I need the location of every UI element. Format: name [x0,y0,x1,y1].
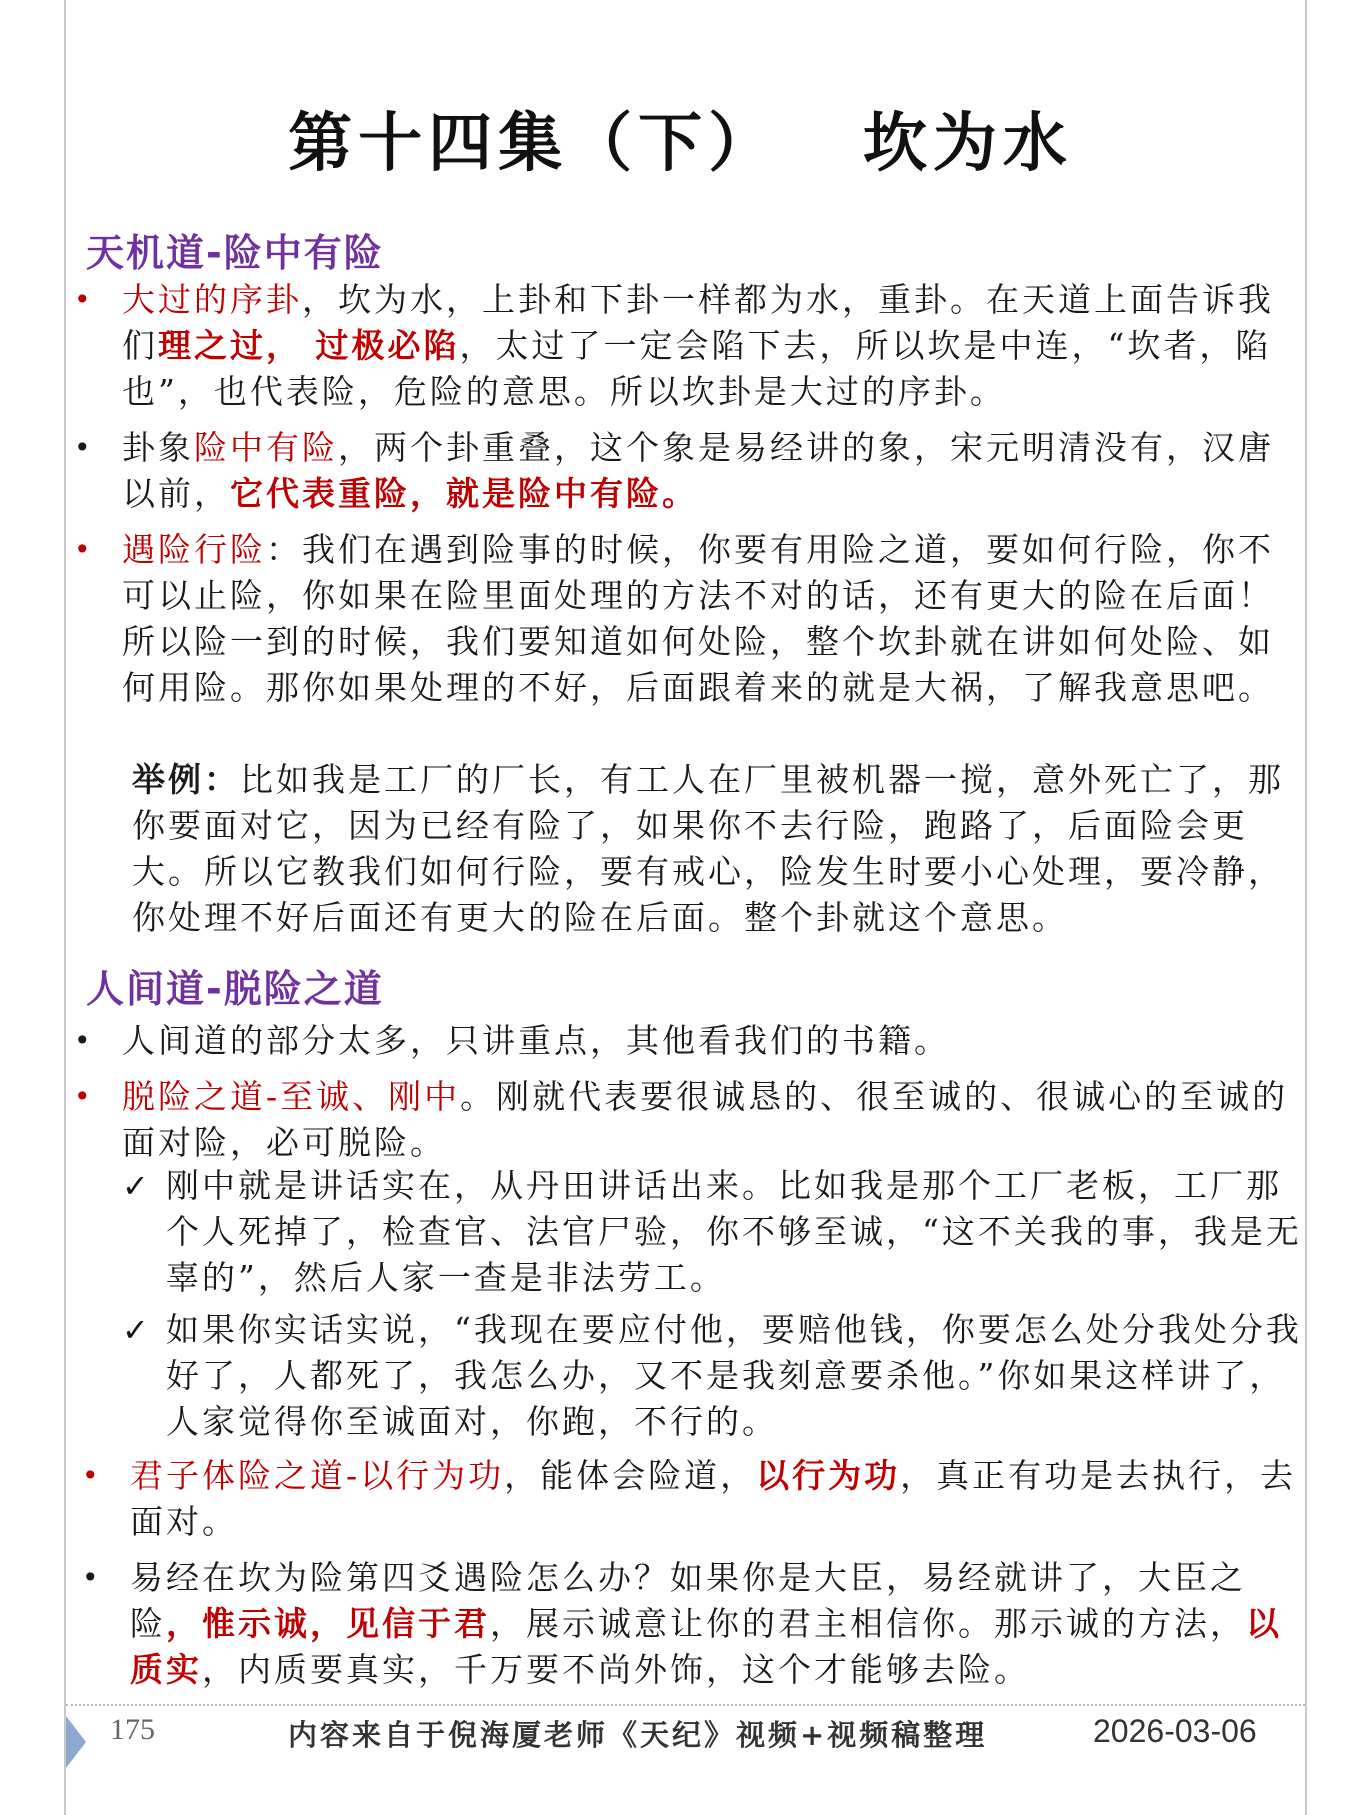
bullet-text: ，展示诚意让你的君主相信你。那示诚的方法， [490,1604,1246,1643]
bullet-text: 。刚就代表要很诚恳的、很至诚的、很诚心的至诚的面对险，必可脱险。 [122,1077,1289,1162]
bullet-keyword: 大过的序卦 [122,280,302,319]
bullet-keyword: 脱险之道-至诚、刚中 [122,1077,461,1116]
bullet-yuxian-xingxian [74,527,1304,711]
bullet-keyword-bold: 理之过， [158,326,302,365]
bullet-marker: • [74,1024,94,1057]
footer-date: 2026-03-06 [1093,1713,1257,1749]
bullet-marker: • [74,1080,94,1113]
bullet-renjiandao-intro [74,1018,1304,1064]
check-item-shihua-shishuo [122,1307,1302,1445]
bullet-text: ，坎为水，上卦和下卦一样都为水，重卦。在天道上面告诉我们 [122,280,1274,365]
bullet-text: ，太过了一定会陷下去，所以坎是中连，“坎者，陷也”，也代表险，危险的意思。所以坎卦是大过的序卦。 [122,326,1272,411]
bullet-marker: • [82,1459,102,1492]
example-label: 举例： [132,760,240,799]
bullet-marker: • [74,533,94,566]
footer-divider [66,1704,1305,1706]
bullet-marker: • [74,283,94,316]
bullet-text: 易经在坎为险第四爻遇险怎么办？如果你是大臣，易经就讲了，大臣之险 [130,1558,1246,1643]
section-heading-tianjidao: 天机道-险中有险 [86,231,384,275]
page-frame-left [64,0,66,1815]
check-text: 刚中就是讲话实在，从丹田讲话出来。比如我是那个工厂老板，工厂那个人死掉了，检查官、法官尸验，你不够至诚，“这不关我的事，我是无辜的”，然后人家一查是非法劳工。 [166,1166,1302,1297]
page-title: 第十四集（下） 坎为水 [288,107,1073,181]
bullet-keyword-bold: 过极必陷 [315,326,460,365]
footer-source: 内容来自于倪海厦老师《天纪》视频+视频稿整理 [288,1718,988,1752]
example-block [132,757,1312,941]
bullet-text: ，真正有功是去执行，去面对。 [130,1456,1297,1541]
bullet-text [302,326,316,365]
check-item-gangzhong [122,1163,1302,1301]
bullet-keyword-bold: 以行为功 [756,1456,901,1495]
page-number: 175 [110,1713,155,1746]
bullet-marker: • [74,431,94,464]
bullet-keyword: 险中有险 [194,428,338,467]
section-heading-renjiandao: 人间道-脱险之道 [86,967,384,1011]
checkmark-icon: ✓ [122,1167,152,1205]
bullet-text: ：我们在遇到险事的时候，你要有用险之道，要如何行险，你不可以止险，你如果在险里面处理的方法不对的话，还有更大的险在后面！所以险一到的时候，我们要知道如何处险，整个坎卦就在讲如何处险、如何用险。那你如果处理的不好，后面跟着来的就是大祸，了解我意思吧。 [122,530,1274,707]
triangle-arrow-icon [66,1716,86,1768]
bullet-guaxiang [74,425,1304,517]
bullet-text: 卦象 [122,428,194,467]
bullet-disiyao [82,1555,1304,1693]
bullet-text: 人间道的部分太多，只讲重点，其他看我们的书籍。 [122,1021,950,1060]
bullet-text: ，两个卦重叠，这个象是易经讲的象，宋元明清没有，汉唐以前， [122,428,1274,513]
bullet-keyword: 遇险行险 [122,530,266,569]
bullet-keyword-bold: ，惟示诚，见信于君 [166,1604,490,1643]
checkmark-icon: ✓ [122,1311,152,1349]
bullet-text: ，内质要真实，千万要不尚外饰，这个才能够去险。 [202,1650,1030,1689]
bullet-junzi-tixian [82,1453,1304,1545]
example-text: 比如我是工厂的厂长，有工人在厂里被机器一搅，意外死亡了，那你要面对它，因为已经有险了，如果你不去行险，跑路了，后面险会更大。所以它教我们如何行险，要有戒心，险发生时要小心处理，要冷静，你处理不好后面还有更大的险在后面。整个卦就这个意思。 [132,760,1284,937]
bullet-keyword-bold: 它代表重险，就是险中有险。 [230,474,698,513]
bullet-daguo-xugua [74,277,1304,415]
bullet-text: ，能体会险道， [504,1456,757,1495]
bullet-tuoxian-zhidao [74,1074,1304,1166]
check-text: 如果你实话实说，“我现在要应付他，要赔他钱，你要怎么处分我处分我好了，人都死了，我怎么办，又不是我刻意要杀他。”你如果这样讲了，人家觉得你至诚面对，你跑，不行的。 [166,1310,1302,1441]
bullet-marker: • [82,1561,102,1594]
bullet-keyword-bold: 以质实 [130,1604,1282,1689]
bullet-keyword: 君子体险之道-以行为功 [130,1456,505,1495]
